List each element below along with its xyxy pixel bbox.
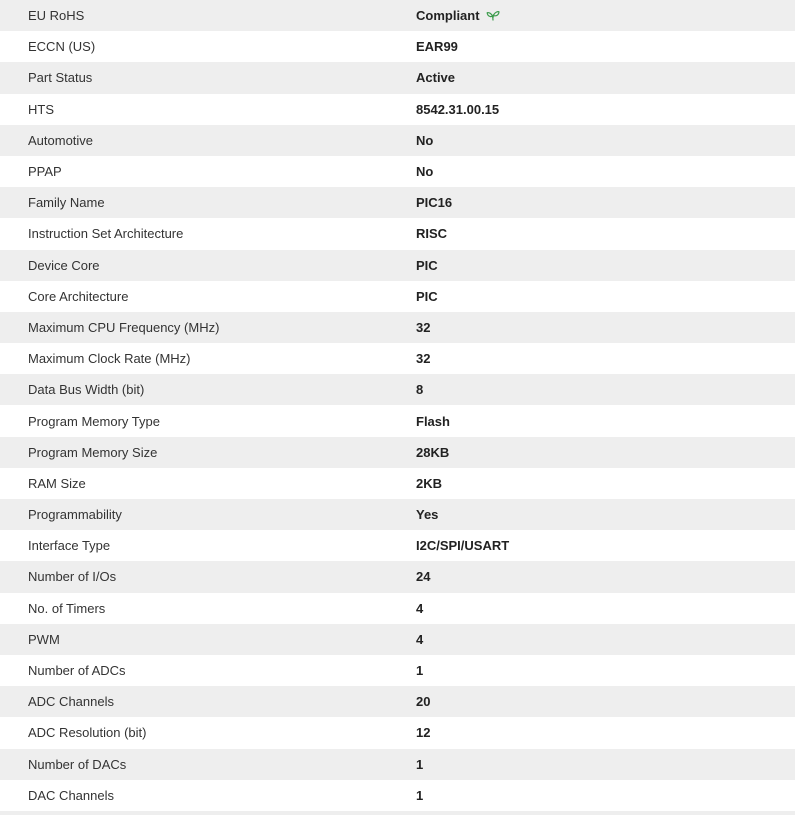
spec-label: Maximum CPU Frequency (MHz) bbox=[28, 319, 220, 335]
spec-value: I2C/SPI/USART bbox=[416, 538, 510, 554]
leaf-icon bbox=[486, 8, 500, 22]
spec-row bbox=[0, 624, 795, 655]
spec-label: Data Bus Width (bit) bbox=[28, 382, 145, 398]
spec-label: No. of Timers bbox=[28, 600, 106, 616]
spec-value-cell bbox=[415, 374, 795, 405]
spec-value-cell bbox=[415, 686, 795, 717]
spec-row bbox=[0, 343, 795, 374]
spec-label: RAM Size bbox=[28, 475, 86, 491]
spec-value-cell bbox=[415, 593, 795, 624]
spec-row bbox=[0, 749, 795, 780]
spec-value-cell bbox=[415, 94, 795, 125]
spec-value-cell bbox=[415, 468, 795, 499]
spec-value: 2KB bbox=[416, 475, 443, 491]
spec-value: No bbox=[416, 164, 434, 180]
spec-label: ADC Channels bbox=[28, 694, 114, 710]
spec-row bbox=[0, 499, 795, 530]
spec-label: Number of I/Os bbox=[28, 569, 117, 585]
spec-value: 8 bbox=[416, 382, 424, 398]
spec-row bbox=[0, 312, 795, 343]
spec-value: 1 bbox=[416, 787, 424, 803]
spec-row bbox=[0, 717, 795, 748]
spec-value-cell bbox=[415, 218, 795, 249]
spec-value-cell bbox=[415, 156, 795, 187]
spec-value-cell bbox=[415, 499, 795, 530]
spec-value-cell bbox=[415, 0, 795, 31]
spec-value: 8542.31.00.15 bbox=[416, 101, 500, 117]
spec-row bbox=[0, 156, 795, 187]
spec-label: Number of ADCs bbox=[28, 663, 126, 679]
spec-value: Yes bbox=[416, 507, 439, 523]
spec-value-cell bbox=[415, 405, 795, 436]
spec-label: Instruction Set Architecture bbox=[28, 226, 184, 242]
spec-value: 4 bbox=[416, 631, 424, 647]
spec-value-cell bbox=[415, 250, 795, 281]
spec-value: 32 bbox=[416, 319, 431, 335]
spec-value: PIC bbox=[416, 257, 438, 273]
spec-row bbox=[0, 187, 795, 218]
spec-value: PIC16 bbox=[416, 195, 453, 211]
spec-row bbox=[0, 468, 795, 499]
spec-row bbox=[0, 437, 795, 468]
spec-value: Flash bbox=[416, 413, 450, 429]
spec-value-cell bbox=[415, 655, 795, 686]
spec-label: Part Status bbox=[28, 70, 93, 86]
spec-label: DAC Channels bbox=[28, 787, 114, 803]
spec-label: Program Memory Size bbox=[28, 444, 158, 460]
spec-label: Number of DACs bbox=[28, 756, 127, 772]
spec-value: 12 bbox=[416, 725, 431, 741]
spec-value-cell bbox=[415, 187, 795, 218]
spec-value-cell bbox=[415, 780, 795, 811]
spec-value: 1 bbox=[416, 756, 424, 772]
spec-label: Automotive bbox=[28, 132, 94, 148]
spec-row bbox=[0, 405, 795, 436]
spec-row bbox=[0, 530, 795, 561]
spec-row bbox=[0, 94, 795, 125]
spec-row bbox=[0, 250, 795, 281]
spec-value-cell bbox=[415, 530, 795, 561]
spec-label: ECCN (US) bbox=[28, 39, 96, 55]
spec-row bbox=[0, 62, 795, 93]
spec-label: Maximum Clock Rate (MHz) bbox=[28, 351, 191, 367]
spec-value-cell bbox=[415, 312, 795, 343]
spec-value-cell bbox=[415, 749, 795, 780]
spec-value: 24 bbox=[416, 569, 431, 585]
spec-row bbox=[0, 374, 795, 405]
spec-value-cell bbox=[415, 624, 795, 655]
table-bottom-edge bbox=[0, 811, 795, 815]
spec-label: Programmability bbox=[28, 507, 122, 523]
spec-label: HTS bbox=[28, 101, 54, 117]
spec-value: 4 bbox=[416, 600, 424, 616]
spec-label: Program Memory Type bbox=[28, 413, 160, 429]
spec-value: 28KB bbox=[416, 444, 450, 460]
spec-value-cell bbox=[415, 561, 795, 592]
spec-label: PPAP bbox=[28, 164, 62, 180]
spec-value: 1 bbox=[416, 663, 424, 679]
spec-value: 20 bbox=[416, 694, 431, 710]
spec-label: EU RoHS bbox=[28, 8, 85, 24]
spec-label: Device Core bbox=[28, 257, 100, 273]
spec-row bbox=[0, 655, 795, 686]
spec-value: PIC bbox=[416, 288, 438, 304]
spec-value-cell bbox=[415, 281, 795, 312]
spec-label: Interface Type bbox=[28, 538, 111, 554]
spec-row bbox=[0, 780, 795, 811]
spec-value: RISC bbox=[416, 226, 448, 242]
spec-row bbox=[0, 593, 795, 624]
spec-value-cell bbox=[415, 31, 795, 62]
spec-row bbox=[0, 686, 795, 717]
spec-value-cell bbox=[415, 62, 795, 93]
spec-value: No bbox=[416, 132, 434, 148]
spec-label: Core Architecture bbox=[28, 288, 129, 304]
spec-row bbox=[0, 561, 795, 592]
spec-row bbox=[0, 31, 795, 62]
spec-row bbox=[0, 218, 795, 249]
spec-value: EAR99 bbox=[416, 39, 458, 55]
spec-value-cell bbox=[415, 125, 795, 156]
spec-value-cell bbox=[415, 437, 795, 468]
spec-label: PWM bbox=[28, 631, 60, 647]
spec-row bbox=[0, 0, 795, 31]
spec-value-cell bbox=[415, 717, 795, 748]
spec-row bbox=[0, 125, 795, 156]
spec-value: 32 bbox=[416, 351, 431, 367]
spec-label: ADC Resolution (bit) bbox=[28, 725, 147, 741]
spec-row bbox=[0, 281, 795, 312]
spec-value-cell bbox=[415, 343, 795, 374]
spec-label: Family Name bbox=[28, 195, 105, 211]
spec-value: Active bbox=[416, 70, 456, 86]
spec-value: Compliant bbox=[416, 8, 480, 24]
